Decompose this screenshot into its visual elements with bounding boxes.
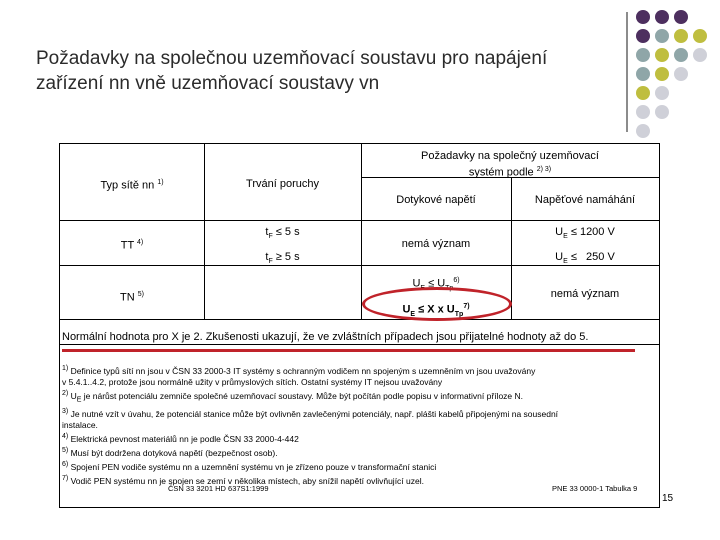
decorative-dot [655, 86, 669, 100]
footnote-line: $^{6)}$ Spojení PEN vodiče systému nn a uzemnění systému vn je zřízeno pouze v transformační stanici [62, 461, 437, 473]
decorative-dot [655, 29, 669, 43]
decorative-dot [655, 105, 669, 119]
page-number: 15 [662, 493, 674, 504]
footnote-line: $^{1)}$ Definice typů sítí nn jsou v ČSN 33 2000-3 IT systémy s ochranným vodičem nn spojeným s uzemněním vn jsou uvažovány [62, 365, 536, 376]
tt-touch-voltage: nemá význam [401, 238, 471, 250]
decorative-dot [636, 86, 650, 100]
footnote-line: $^{4)}$ Elektrická pevnost materiálů nn je podle ČSN 33 2000-4-442 [62, 433, 299, 445]
row-tt-label: TT $^{4)}$ [120, 239, 144, 252]
table-row-divider [60, 344, 659, 345]
tt-stress-short: $U_E \le 1200$ V [555, 226, 615, 241]
highlight-underline [62, 349, 635, 352]
table-row-divider [60, 319, 659, 320]
header-common-earthing-requirements: Požadavky na společný uzemňovací systém podle $^{2) 3)}$ [421, 150, 599, 179]
tn-voltage-stress: nemá význam [550, 288, 620, 300]
decorative-dot [693, 29, 707, 43]
highlight-ellipse [362, 287, 512, 321]
decorative-dot [636, 48, 650, 62]
decorative-dot [674, 48, 688, 62]
footer-standard-right: PNE 33 0000-1 Tabulka 9 [552, 484, 638, 493]
footnote-line: instalace. [62, 419, 98, 430]
tt-duration-long: $t_F \ge 5$ s [265, 251, 300, 266]
decorative-dot [674, 67, 688, 81]
footnote-line: $^{2)}$ $U_E$ je nárůst potenciálu zemniče společné uzemňovací soustavy. Může být počítán podle popisu v informativní příloze N. [62, 390, 524, 404]
decorative-dot [655, 67, 669, 81]
footnote-line: v 5.4.1..4.2, protože jsou normálně užity v průmyslových sítích. Ostatní systémy IT nejsou uvažovány [62, 377, 443, 388]
decorative-dot [674, 29, 688, 43]
header-fault-duration: Trvání poruchy [246, 178, 319, 190]
decorative-dot [636, 105, 650, 119]
tn-touch-condition-1: $U_E \le U_{Tp}^{6)}$ [412, 277, 460, 292]
slide-title [36, 46, 616, 96]
footnote-line: $^{5)}$ Musí být dodržena dotyková napětí (bezpečnost osob). [62, 447, 278, 459]
normal-value-note: Normální hodnota pro X je 2. Zkušenosti ukazují, že ve zvláštních případech jsou přijatelné hodnoty až do 5. [62, 331, 589, 343]
decorative-dot [655, 48, 669, 62]
slide-title-line1: Požadavky na společnou uzemňovací soustavu pro napájení [36, 48, 548, 69]
tn-touch-condition-2: $U_E \le X$ x $U_{Tp}^{7)}$ [402, 303, 470, 318]
header-touch-voltage: Dotykové napětí [396, 194, 476, 206]
decorative-dot [636, 29, 650, 43]
decorative-dot [636, 67, 650, 81]
tt-stress-long: $U_E \le 250$ V [555, 251, 615, 266]
decorative-dot [636, 124, 650, 138]
header-voltage-stress: Napěťové namáhání [534, 194, 636, 206]
row-tn-label: TN $^{5)}$ [120, 291, 144, 304]
decorative-divider [626, 12, 628, 132]
footer-standard-left: ČSN 33 3201 HD 637S1:1999 [168, 484, 269, 493]
tt-duration-short: $t_F \le 5$ s [265, 226, 300, 241]
header-network-type: Typ sítě nn $^{1)}$ [100, 179, 164, 192]
footnotes [62, 363, 652, 487]
decorative-dot [655, 10, 669, 24]
decorative-dot [693, 48, 707, 62]
decorative-dot [674, 10, 688, 24]
decorative-dot [636, 10, 650, 24]
slide-title-line2: zařízení nn vně uzemňovací soustavy vn [36, 73, 380, 94]
table-row-divider [60, 220, 659, 221]
footnote-line: $^{3)}$ Je nutné vzít v úvahu, že potenciál stanice může být ovlivněn zavlečenými potenciály, např. plášti kabelů připojenými na sousední [62, 407, 559, 419]
footnote-line: $^{7)}$ Vodič PEN systému nn je spojen se zemí v několika místech, aby snížil napětí ovlivňující uzel. [62, 475, 424, 487]
